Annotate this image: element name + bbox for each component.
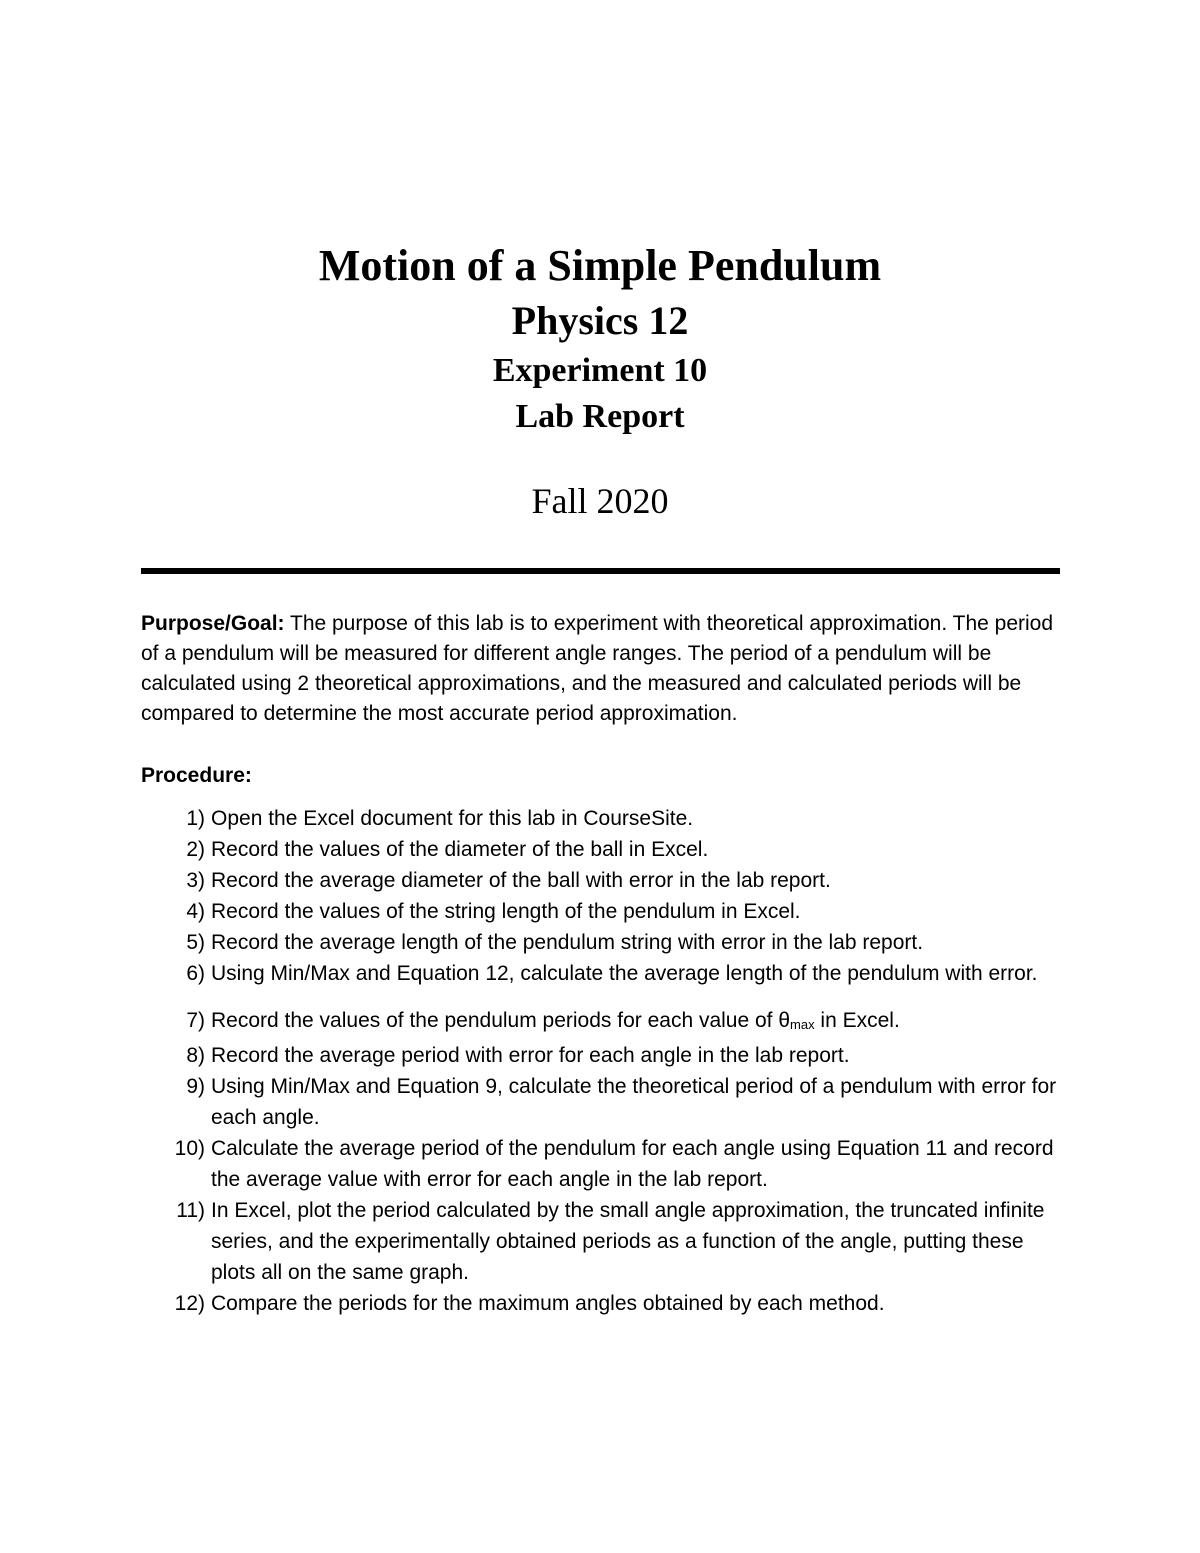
step-text: Using Min/Max and Equation 9, calculate the theoretical period of a pendulum with error for each angle.	[211, 1075, 1057, 1129]
procedure-label: Procedure:	[141, 764, 252, 787]
list-item	[141, 803, 1061, 834]
step-text: Using Min/Max and Equation 12, calculate the average length of the pendulum with error.	[211, 962, 1038, 985]
term: Fall 2020	[531, 481, 669, 521]
document-title: Motion of a Simple Pendulum	[318, 241, 882, 290]
step-text: Compare the periods for the maximum angles obtained by each method.	[211, 1292, 885, 1315]
step-number: 8)	[186, 1044, 205, 1067]
list-item	[141, 865, 1061, 896]
step-number: 10)	[174, 1137, 205, 1160]
step-number: 3)	[186, 869, 205, 892]
step-text: Record the average diameter of the ball with error in the lab report.	[211, 869, 831, 892]
purpose-text: The purpose of this lab is to experiment with theoretical approximation. The period of a pendulum will be measured for different angle ranges. The period of a pendulum will be calculated using 2 theoretical approximations, and the measured and calculated periods will be compared to determine the most accurate period approximation.	[141, 612, 1054, 725]
course-name: Physics 12	[511, 298, 689, 343]
step-text-before: Record the values of the pendulum periods for each value of θ	[211, 1009, 791, 1032]
document-body	[141, 609, 1061, 1319]
step-text: Record the average period with error for each angle in the lab report.	[211, 1044, 850, 1067]
list-item	[141, 1133, 1061, 1195]
procedure-list	[141, 803, 1061, 1319]
step-number: 2)	[186, 838, 205, 861]
list-item	[141, 1040, 1061, 1071]
theta-subscript: max	[790, 1017, 815, 1032]
list-item	[141, 1071, 1061, 1133]
step-number: 4)	[186, 900, 205, 923]
step-text: Record the values of the diameter of the ball in Excel.	[211, 838, 709, 861]
step-text: Record the values of the string length of the pendulum in Excel.	[211, 900, 801, 923]
list-item	[141, 1288, 1061, 1319]
step-number: 11)	[176, 1199, 205, 1222]
list-item	[141, 896, 1061, 927]
step-text: Record the average length of the pendulum string with error in the lab report.	[211, 931, 924, 954]
list-item	[141, 1005, 1061, 1040]
list-item	[141, 958, 1061, 989]
step-number: 12)	[174, 1292, 205, 1315]
purpose-label: Purpose/Goal:	[141, 612, 285, 635]
experiment-number: Experiment 10	[492, 352, 708, 389]
step-text: In Excel, plot the period calculated by the small angle approximation, the truncated infinite series, and the experimentally obtained periods as a function of the angle, putting these plots all on the same graph.	[211, 1199, 1045, 1284]
step-text: Open the Excel document for this lab in CourseSite.	[211, 807, 694, 830]
step-number: 6)	[186, 962, 205, 985]
list-item	[141, 1195, 1061, 1288]
list-item	[141, 834, 1061, 865]
step-number: 1)	[186, 807, 205, 830]
step-number: 5)	[186, 931, 205, 954]
horizontal-divider	[141, 568, 1060, 574]
step-text: Calculate the average period of the pendulum for each angle using Equation 11 and record the average value with error for each angle in the lab report.	[211, 1137, 1054, 1191]
step-number: 9)	[186, 1075, 205, 1098]
list-item	[141, 927, 1061, 958]
document-type: Lab Report	[515, 398, 685, 435]
purpose-paragraph	[141, 609, 1061, 729]
step-number: 7)	[186, 1009, 205, 1032]
title-block	[0, 238, 1200, 524]
step-text-after: in Excel.	[814, 1009, 900, 1032]
